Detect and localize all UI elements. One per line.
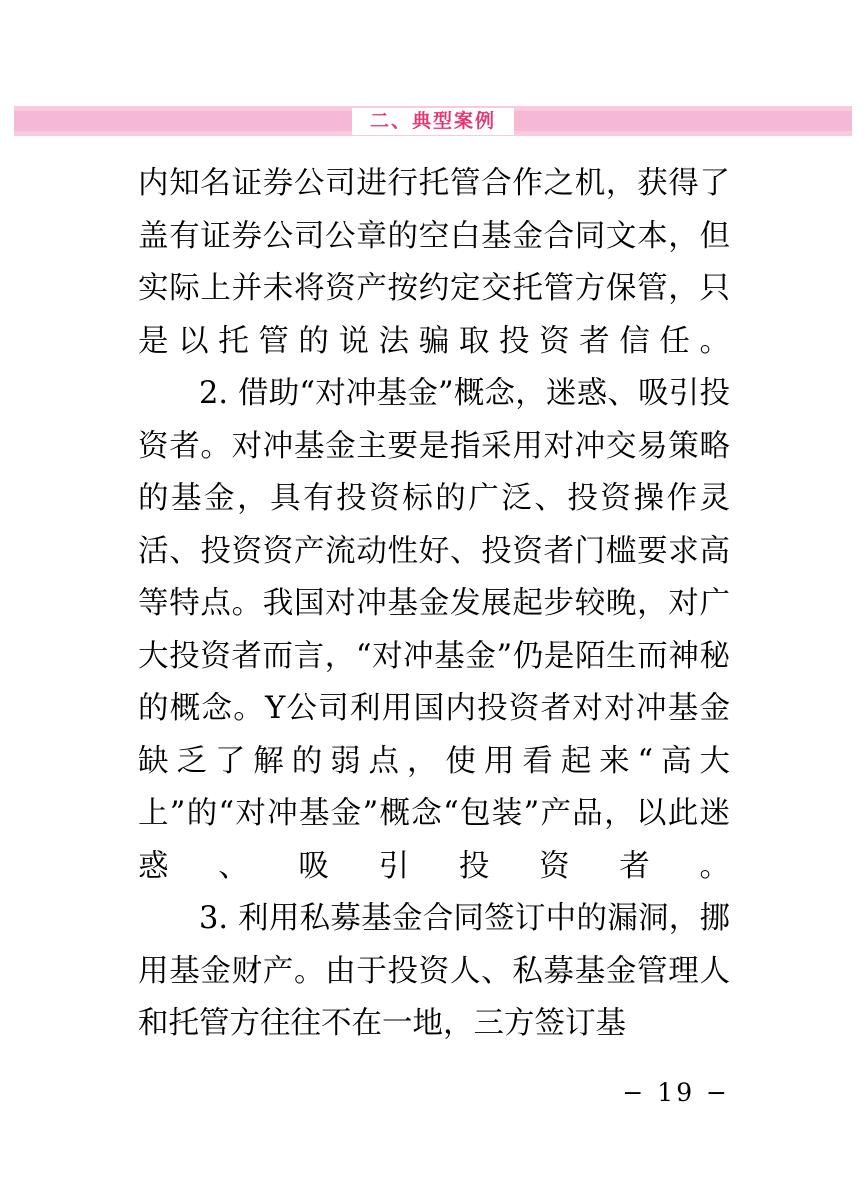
paragraph: 3. 利用私募基金合同签订中的漏洞，挪用基金财产。由于投资人、私募基金管理人和托管方往往不在一地，三方签订基 — [138, 901, 730, 1041]
body-text — [138, 158, 730, 1051]
paragraph: 内知名证券公司进行托管合作之机，获得了盖有证券公司公章的空白基金合同文本，但实际上并未将资产按约定交托管方保管，只是以托管的说法骗取投资者信任。 — [138, 166, 730, 359]
page-number: − 19 − — [622, 1078, 730, 1107]
paragraph: 2. 借助“对冲基金”概念，迷惑、吸引投资者。对冲基金主要是指采用对冲交易策略的基金，具有投资标的广泛、投资操作灵活、投资资产流动性好、投资者门槛要求高等特点。我国对冲基金发展起步较晚，对广大投资者而言，“对冲基金”仍是陌生而神秘的概念。Y公司利用国内投资者对对冲基金缺乏了解的弱点，使用看起来“高大上”的“对冲基金”概念“包装”产品，以此迷惑、吸引投资者。 — [138, 376, 730, 884]
header-title-box — [352, 108, 514, 135]
header-title: 二、典型案例 — [369, 110, 497, 132]
running-header — [14, 106, 852, 136]
